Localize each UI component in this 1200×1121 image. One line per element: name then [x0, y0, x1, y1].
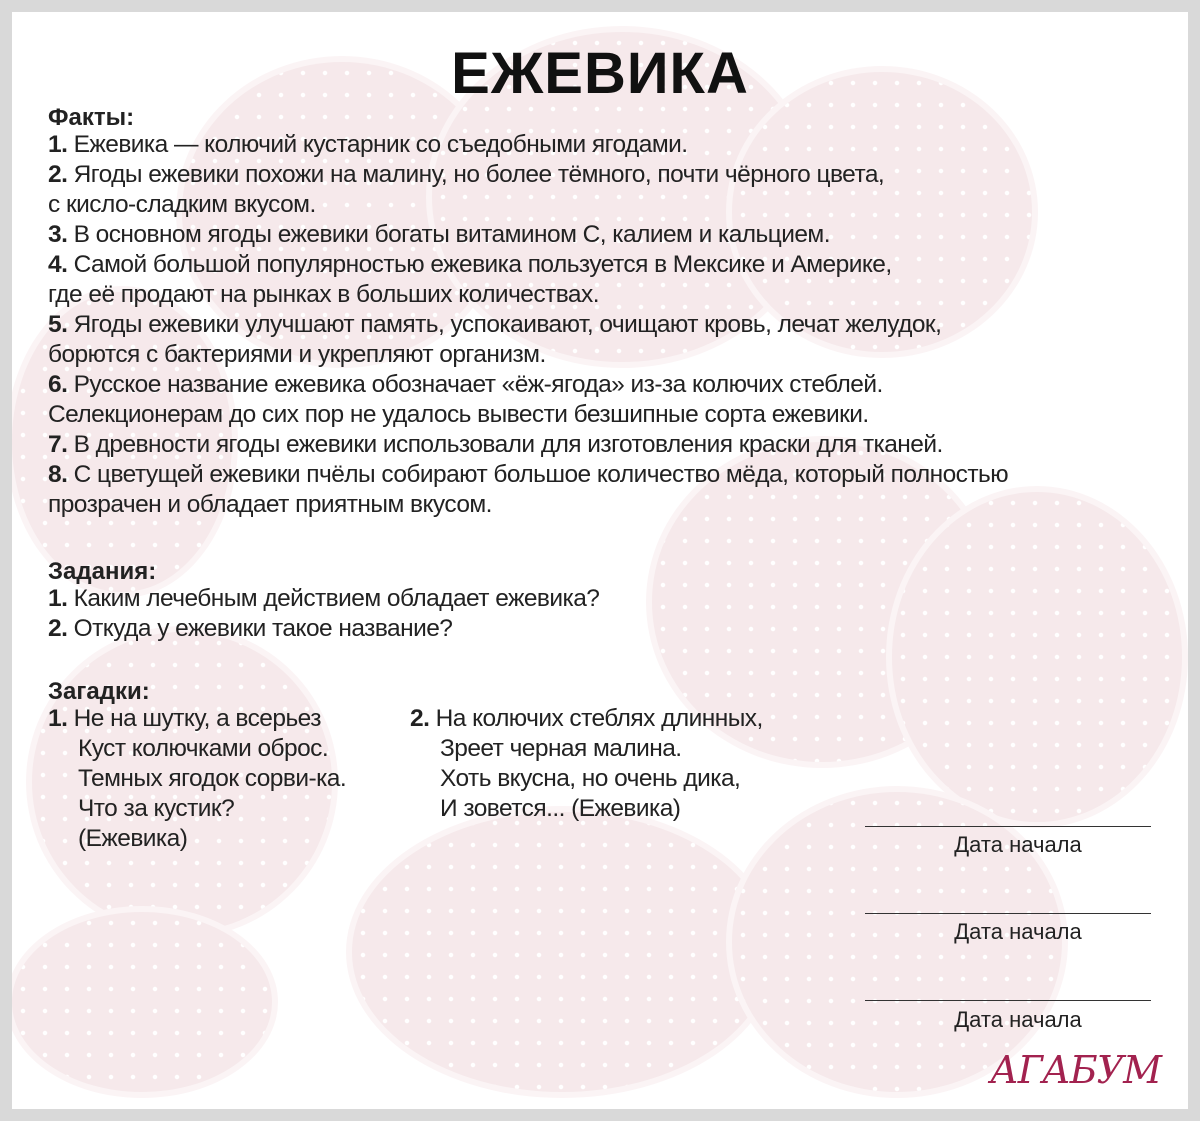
page-title: ЕЖЕВИКА	[451, 41, 749, 106]
fact-line	[48, 280, 599, 310]
riddle-line	[78, 734, 328, 764]
agabum-logo: АГАБУМ	[990, 1048, 1162, 1092]
item-text: (Ежевика)	[78, 825, 188, 852]
riddle-line	[48, 704, 321, 734]
item-text: Самой большой популярностью ежевика пользуется в Мексике и Америке,	[73, 251, 892, 278]
item-text: На колючих стеблях длинных,	[435, 705, 763, 732]
item-number: 2.	[48, 615, 68, 642]
riddles-heading: Загадки:	[48, 678, 150, 705]
item-text: Ягоды ежевики улучшают память, успокаивают, очищают кровь, лечат желудок,	[73, 311, 942, 338]
item-number: 7.	[48, 431, 68, 458]
item-text: Темных ягодок сорви-ка.	[78, 765, 347, 792]
riddle-line	[440, 734, 682, 764]
signature-line	[865, 913, 1151, 914]
item-number: 2.	[410, 705, 430, 732]
riddle-line	[78, 764, 346, 794]
riddle-line	[78, 794, 234, 824]
fact-line	[48, 430, 943, 460]
item-text: Хоть вкусна, но очень дика,	[440, 765, 741, 792]
item-text: Ежевика — колючий кустарник со съедобными ягодами.	[73, 131, 688, 158]
fact-line	[48, 400, 869, 430]
fact-line	[48, 490, 492, 520]
item-text: Селекционерам до сих пор не удалось вывести безшипные сорта ежевики.	[48, 401, 869, 428]
tasks-heading: Задания:	[48, 558, 157, 585]
riddle-line	[410, 704, 763, 734]
item-text: прозрачен и обладает приятным вкусом.	[48, 491, 492, 518]
item-text: Что за кустик?	[78, 795, 235, 822]
item-text: Откуда у ежевики такое название?	[73, 615, 453, 642]
item-text: Ягоды ежевики похожи на малину, но более тёмного, почти чёрного цвета,	[73, 161, 885, 188]
task-item	[48, 614, 452, 644]
fact-line	[48, 160, 884, 190]
fact-line	[48, 460, 1008, 490]
item-number: 2.	[48, 161, 68, 188]
item-number: 1.	[48, 705, 68, 732]
item-text: Русское название ежевика обозначает «ёж-ягода» из-за колючих стеблей.	[73, 371, 883, 398]
task-item	[48, 584, 599, 614]
item-text: В основном ягоды ежевики богаты витамином С, калием и кальцием.	[73, 221, 830, 248]
fact-line	[48, 130, 688, 160]
fact-line	[48, 190, 316, 220]
item-text: С цветущей ежевики пчёлы собирают большое количество мёда, который полностью	[73, 461, 1009, 488]
item-text: где её продают на рынках в больших количествах.	[48, 281, 599, 308]
item-number: 3.	[48, 221, 68, 248]
fact-line	[48, 310, 941, 340]
item-text: Зреет черная малина.	[440, 735, 682, 762]
item-number: 4.	[48, 251, 68, 278]
fact-line	[48, 340, 546, 370]
item-text: В древности ягоды ежевики использовали для изготовления краски для тканей.	[73, 431, 943, 458]
fact-line	[48, 250, 892, 280]
fact-line	[48, 220, 830, 250]
signature-label: Дата начала	[954, 832, 1082, 857]
item-text: И зовется... (Ежевика)	[440, 795, 681, 822]
signature-label: Дата начала	[954, 1007, 1082, 1032]
item-text: с кисло-сладким вкусом.	[48, 191, 316, 218]
content	[12, 12, 1188, 1109]
item-text: Не на шутку, а всерьез	[73, 705, 321, 732]
item-text: Каким лечебным действием обладает ежевика?	[73, 585, 600, 612]
riddle-line	[440, 794, 680, 824]
item-number: 8.	[48, 461, 68, 488]
item-text: борются с бактериями и укрепляют организм.	[48, 341, 546, 368]
signature-line	[865, 1000, 1151, 1001]
item-text: Куст колючками оброс.	[78, 735, 329, 762]
worksheet	[12, 12, 1188, 1109]
item-number: 6.	[48, 371, 68, 398]
item-number: 1.	[48, 585, 68, 612]
facts-heading: Факты:	[48, 104, 135, 131]
signature-label: Дата начала	[954, 919, 1082, 944]
item-number: 1.	[48, 131, 68, 158]
riddle-line	[78, 824, 187, 854]
signature-line	[865, 826, 1151, 827]
riddle-line	[440, 764, 740, 794]
item-number: 5.	[48, 311, 68, 338]
fact-line	[48, 370, 883, 400]
